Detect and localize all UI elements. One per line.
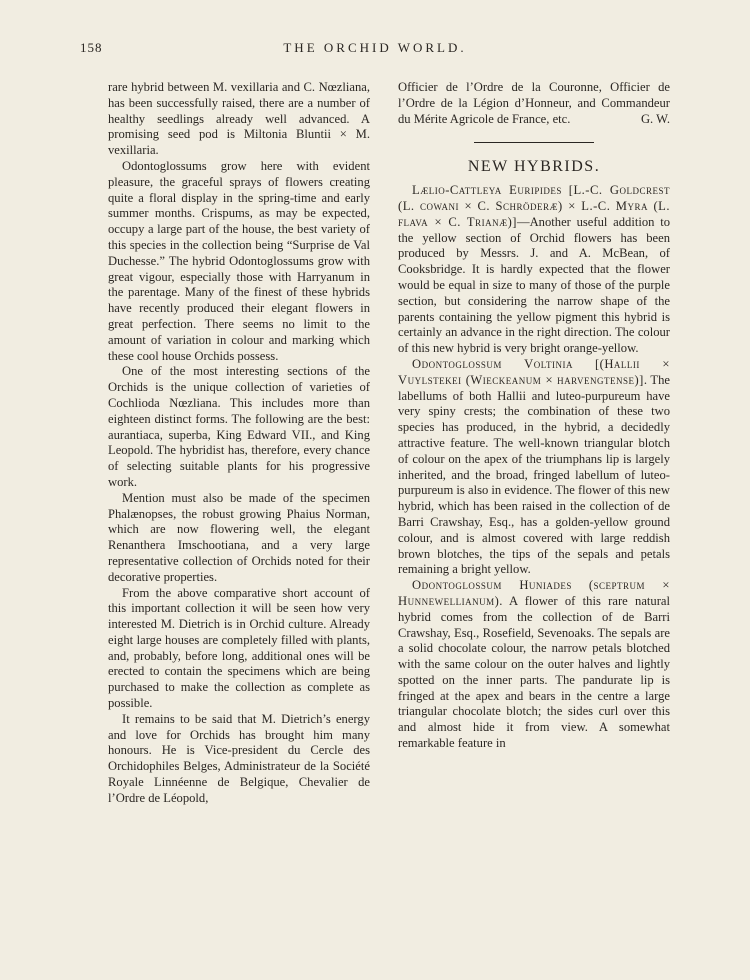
hybrid-description: . A flower of this rare natural hybrid comes from the collection of de Barri Crawshay, Esq., Rosefield, Sevenoaks. The sepals are a solid chocolate colour, the narrow petals blotched with the same colour on the outer halves and lightly spotted on the inner parts. The pandurate lip is fringed at the apex and bears in the centre a large triangular chocolate blotch; the sides curl over this and almost hide it from view. A somewhat remarkable feature in <box>398 593 670 751</box>
page-header <box>0 40 750 64</box>
paragraph: From the above comparative short account of this important collection it will be seen how very interested M. Dietrich is in Orchid culture. Already eight large houses are completely filled with plants, and, probably, before long, additional ones will be erected to contain the specimens which are being purchased to make the collection as complete as possible. <box>108 585 370 711</box>
hybrid-name: Odontoglossum Voltinia <box>412 356 573 371</box>
hybrid-parentage: [L.-C. Goldcrest (L. cowani × C. Schröderæ) × L.-C. Myra (L. flava × C. Trianæ)] <box>398 183 671 229</box>
left-column <box>108 80 370 807</box>
page-number: 158 <box>80 40 103 55</box>
signature: G. W. <box>640 111 670 126</box>
hybrid-entry <box>398 183 670 357</box>
hybrid-entry <box>398 578 670 752</box>
continuation-paragraph <box>398 80 670 127</box>
section-title: NEW HYBRIDS. <box>467 158 601 176</box>
continuation-text: Officier de l’Ordre de la Couronne, Officier de l’Ordre de la Légion d’Honneur, and Commandeur du Mérite Agricole de France, etc. <box>398 80 670 126</box>
hybrid-name: Lælio-Cattleya Euripides <box>412 183 562 198</box>
section-divider <box>474 142 594 143</box>
paragraph: Odontoglossums grow here with evident pleasure, the graceful sprays of flowers creating quite a floral display in the spring-time and early summer months. Crispums, as may be expected, occupy a large part of the house, the best variety of this species in the collection being “Surprise de Val Duchesse.” The hybrid Odontoglossums grow with great vigour, especially those with Harryanum in the parentage. Many of the finest of these hybrids have recently produced their elegant flowers in great perfection. There seems no limit to the amount of variation in colour and marking which these cool house Orchids possess. <box>108 158 370 363</box>
hybrid-parentage: [(Hallii × Vuylstekei (Wieckeanum × harvengtense)] <box>398 356 670 387</box>
paragraph: One of the most interesting sections of the Orchids is the unique collection of varieties of Cochlioda Nœzliana. This includes more than eighteen distinct forms. The following are the best: aurantiaca, superba, King Edward VII., and King Leopold. The hybridist has, therefore, every chance of selecting suitable plants for his progressive work. <box>108 364 370 489</box>
paragraph: rare hybrid between M. vexillaria and C. Nœzliana, has been successfully raised, there are a number of healthy seedlings already well advanced. A promising seed pod is Miltonia Bluntii × M. vexillaria. <box>108 80 370 158</box>
paragraph: It remains to be said that M. Dietrich’s energy and love for Orchids has brought him many honours. He is Vice-president du Cercle des Orchidophiles Belges, Administrateur de la Société Royale Linnéenne de Belgique, Chevalier de l’Ordre de Léopold, <box>108 711 370 805</box>
hybrid-description: —Another useful addition to the yellow section of Orchid flowers has been produced by Messrs. J. and A. McBean, of Cooksbridge. It is hardly expected that the flower would be equal in size to many of those of the purple section, but considering the narrow shape of the parents containing the yellow pigment this hybrid is certainly an advance in the right direction. The colour of this new hybrid is very bright orange-yellow. <box>398 214 670 356</box>
hybrid-name: Odontoglossum Huniades <box>412 578 572 593</box>
hybrid-parentage: (sceptrum × Hunnewellianum) <box>398 578 671 608</box>
hybrid-entry <box>398 357 670 578</box>
hybrid-description: . The labellums of both Hallii and luteo-purpureum have very spiny crests; the combination of these two species has produced, in the hybrid, a decidedly attractive feature. The well-known triangular blotch of colour on the apex of the triumphans lip is largely inherited, and the broad, fringed labellum of luteo-purpureum is also in evidence. The flower of this new hybrid, which has been raised in the collection of de Barri Crawshay, Esq., has a golden-yellow ground colour, and is almost covered with large reddish brown blotches, the tips of the sepals and petals remaining a bright yellow. <box>398 372 671 577</box>
running-title: THE ORCHID WORLD. <box>283 40 467 55</box>
paragraph: Mention must also be made of the specimen Phalænopses, the robust growing Phaius Norman, which are now flowering well, the elegant Renanthera Imschootiana, and a very large representative collection of Orchids noted for their decorative properties. <box>108 490 370 584</box>
right-column <box>398 80 670 752</box>
